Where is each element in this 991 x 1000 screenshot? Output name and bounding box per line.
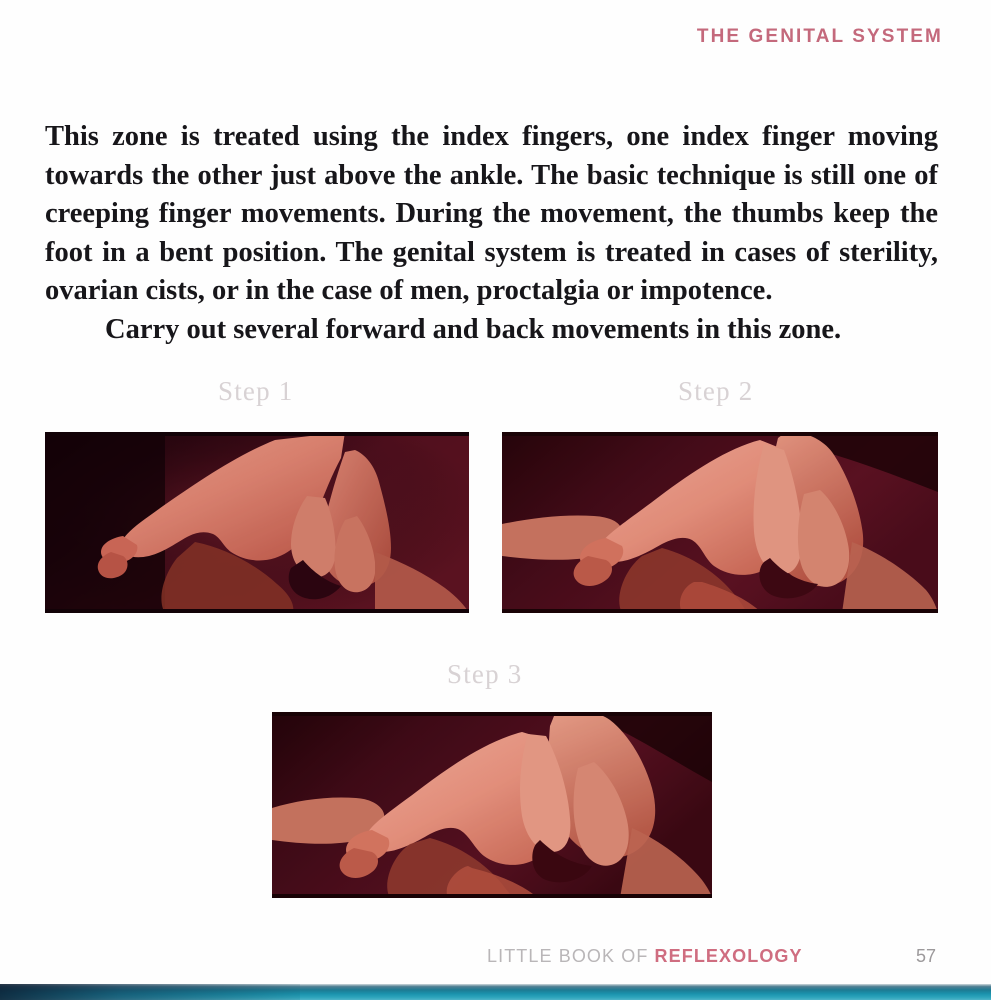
scan-edge-shadow xyxy=(0,984,300,1000)
figure-image-step-1 xyxy=(45,432,469,613)
figure-caption-step-1: Step 1 xyxy=(218,376,294,406)
paragraph-2: Carry out several forward and back movements in this zone. xyxy=(105,313,842,345)
footer-title-plain: LITTLE BOOK OF xyxy=(487,946,655,966)
figure-caption-step-3: Step 3 xyxy=(447,659,523,689)
body-text xyxy=(45,118,938,349)
page-number: 57 xyxy=(916,946,937,966)
paragraph-1: This zone is treated using the index fingers, one index finger moving towards the other just above the ankle. The basic technique is still one of creeping finger movements. During the movement, the thumbs keep the foot in a bent position. The genital system is treated in cases of sterility, ovarian cists, or in the case of men, proctalgia or impotence. xyxy=(45,121,938,306)
footer-title-brand: REFLEXOLOGY xyxy=(654,946,803,966)
figure-image-step-3 xyxy=(272,712,712,898)
footer-book-title xyxy=(487,946,803,967)
running-head: THE GENITAL SYSTEM xyxy=(696,26,943,47)
figure-caption-step-2: Step 2 xyxy=(678,376,754,406)
figure-image-step-2 xyxy=(502,432,938,613)
